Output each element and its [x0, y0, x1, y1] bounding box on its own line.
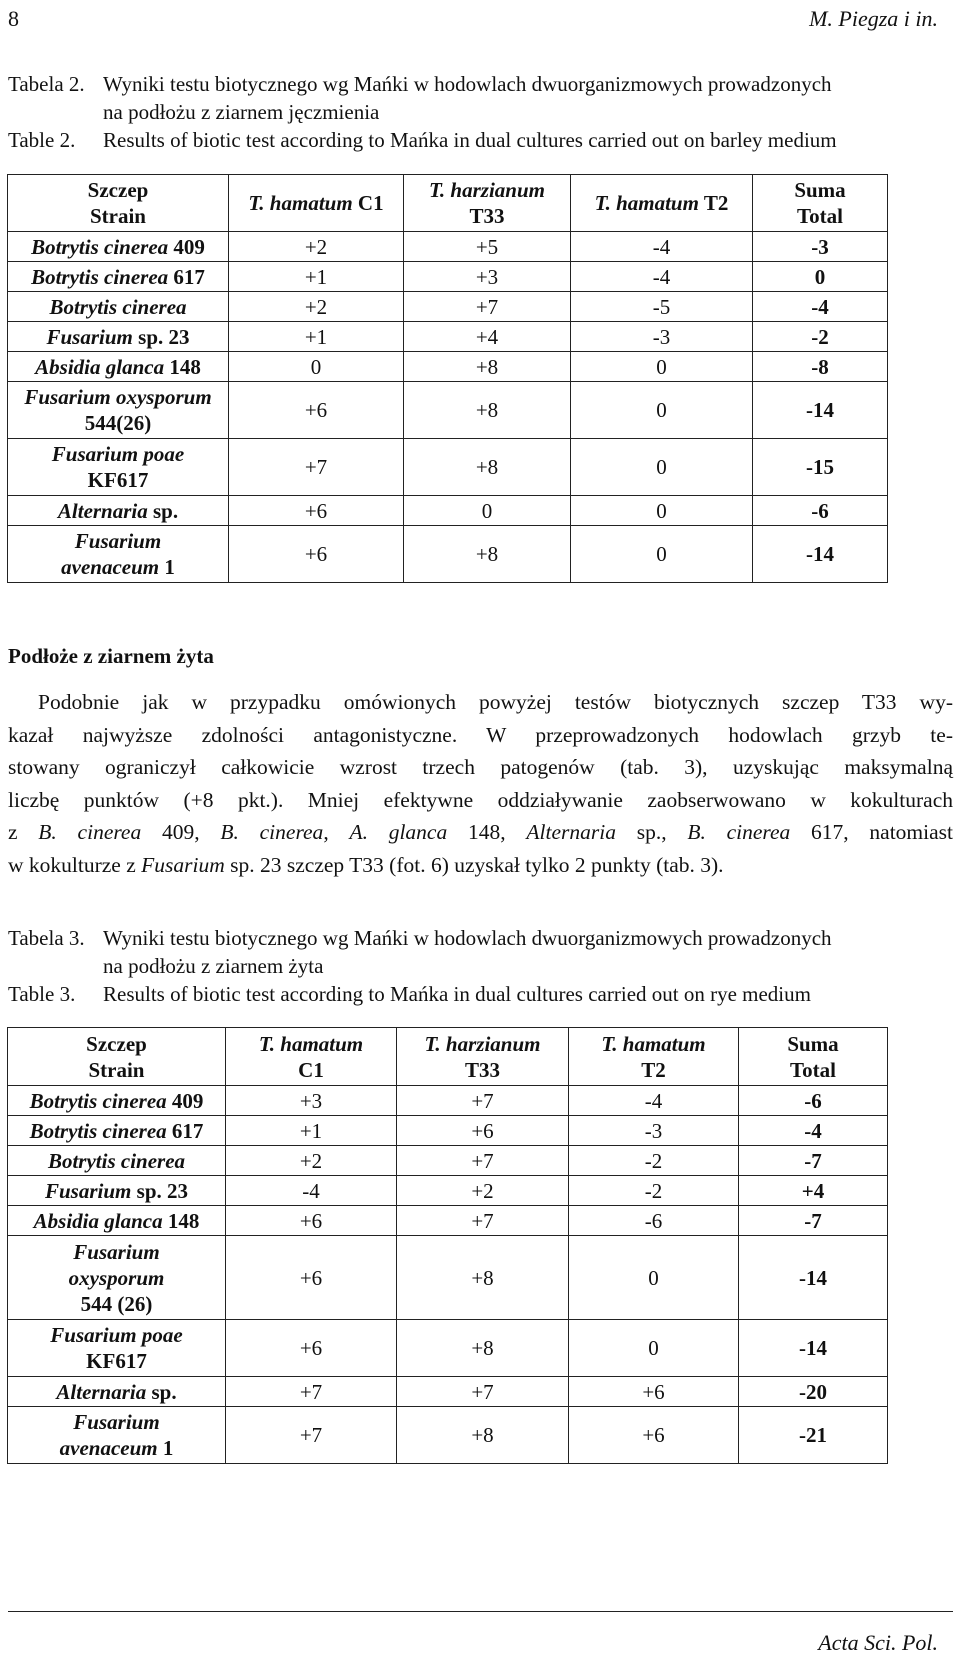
paragraph-line: liczbę punktów (+8 pkt.). Mniej efektywne oddziaływanie zaobserwowano w kokulturach — [8, 787, 953, 812]
strain-cell: Alternaria sp. — [8, 496, 229, 526]
t33-cell: +8 — [397, 1407, 569, 1464]
t2-cell: -3 — [569, 1116, 739, 1146]
t2-cell: 0 — [571, 439, 753, 496]
col-t33-genus: T. harzianum — [424, 1031, 541, 1056]
c1-cell: +1 — [226, 1116, 397, 1146]
total-cell: 0 — [753, 262, 888, 292]
col-c1-code: C1 — [298, 1057, 324, 1082]
col-t33-genus: T. harzianum — [429, 178, 545, 202]
strain-cell: Fusarium sp. 23 — [8, 1176, 226, 1206]
c1-cell: 0 — [229, 352, 404, 382]
t2-cell: -5 — [571, 292, 753, 322]
table2-col-c1 — [229, 175, 404, 232]
c1-cell: +6 — [229, 496, 404, 526]
strain-cell: Absidia glanca 148 — [8, 352, 229, 382]
journal-footer: Acta Sci. Pol. — [818, 1630, 938, 1655]
col-t2-genus: T. hamatum — [594, 191, 699, 215]
total-cell: -14 — [739, 1236, 888, 1320]
table2-col-t33 — [404, 175, 571, 232]
table2-caption-en: Results of biotic test according to Mańka in dual cultures carried out on barley medium — [103, 128, 837, 152]
t33-cell: +8 — [404, 526, 571, 583]
table-row — [8, 526, 888, 583]
t33-cell: +2 — [397, 1176, 569, 1206]
table-row — [8, 232, 888, 262]
body-paragraph — [8, 686, 953, 881]
strain-cell: Fusarium oxysporum 544(26) — [8, 382, 229, 439]
table2-label-en: Table 2. — [8, 128, 76, 152]
table3-label-pl: Tabela 3. — [8, 926, 85, 950]
t33-cell: +8 — [397, 1236, 569, 1320]
c1-cell: +6 — [226, 1320, 397, 1377]
c1-cell: +1 — [229, 262, 404, 292]
t2-cell: -6 — [569, 1206, 739, 1236]
table-row — [8, 292, 888, 322]
table-row — [8, 382, 888, 439]
total-cell: -4 — [753, 292, 888, 322]
paragraph-line: kazał najwyższe zdolności antagonistyczne. W przeprowadzonych hodowlach grzyb te- — [8, 722, 953, 747]
total-cell: -7 — [739, 1206, 888, 1236]
col-c1-genus: T. hamatum — [248, 191, 353, 215]
col-total-pl: Suma — [787, 1031, 839, 1056]
col-strain-pl: Szczep — [87, 178, 149, 202]
c1-cell: +7 — [226, 1407, 397, 1464]
table-row — [8, 1320, 888, 1377]
t33-cell: +4 — [404, 322, 571, 352]
strain-cell: Botrytis cinerea — [8, 1146, 226, 1176]
t33-cell: +8 — [404, 382, 571, 439]
total-cell: -4 — [739, 1116, 888, 1146]
total-cell: -2 — [753, 322, 888, 352]
paragraph-line: Podobnie jak w przypadku omówionych powyżej testów biotycznych szczep T33 wy- — [38, 690, 953, 714]
table3-caption-en: Results of biotic test according to Mańka in dual cultures carried out on rye medium — [103, 982, 811, 1006]
c1-cell: +1 — [229, 322, 404, 352]
t33-cell: +8 — [397, 1320, 569, 1377]
table-row — [8, 1236, 888, 1320]
t2-cell: 0 — [569, 1236, 739, 1320]
t33-cell: +7 — [397, 1146, 569, 1176]
col-strain-en: Strain — [88, 1057, 145, 1082]
table3-caption-pl-line2: na podłożu z ziarnem żyta — [103, 954, 324, 978]
table2-caption-pl-line1: Wyniki testu biotycznego wg Mańki w hodowlach dwuorganizmowych prowadzonych — [103, 72, 832, 96]
table2-col-total — [753, 175, 888, 232]
page-number: 8 — [8, 6, 19, 31]
paragraph-line: z B. cinerea 409, B. cinerea, A. glanca 148, Alternaria sp., B. cinerea 617, natomiast — [8, 820, 954, 844]
c1-cell: +7 — [229, 439, 404, 496]
table2-label-pl: Tabela 2. — [8, 72, 85, 96]
table-row — [8, 262, 888, 292]
t33-cell: +7 — [397, 1377, 569, 1407]
t2-cell: 0 — [571, 526, 753, 583]
total-cell: -6 — [753, 496, 888, 526]
c1-cell: +6 — [226, 1236, 397, 1320]
c1-cell: +2 — [229, 292, 404, 322]
table3-col-t2 — [569, 1028, 739, 1086]
table3-col-t33 — [397, 1028, 569, 1086]
table-row — [8, 1206, 888, 1236]
col-t2-code: T2 — [641, 1057, 666, 1082]
t2-cell: 0 — [571, 496, 753, 526]
total-cell: -14 — [739, 1320, 888, 1377]
table-row — [8, 322, 888, 352]
t33-cell: +7 — [397, 1206, 569, 1236]
col-total-pl: Suma — [794, 178, 846, 202]
col-total-en: Total — [797, 204, 843, 228]
paragraph-line: stowany ograniczył całkowicie wzrost trzech patogenów (tab. 3), uzyskując maksymalną — [8, 755, 953, 779]
t33-cell: +6 — [397, 1116, 569, 1146]
table3 — [7, 1027, 888, 1464]
c1-cell: +2 — [229, 232, 404, 262]
c1-cell: +3 — [226, 1086, 397, 1116]
table-row — [8, 1377, 888, 1407]
table-row — [8, 496, 888, 526]
table2 — [7, 174, 888, 583]
table3-header-row — [8, 1028, 888, 1086]
table3-caption — [8, 924, 953, 1008]
table-row — [8, 1176, 888, 1206]
col-t2-code: T2 — [703, 191, 729, 215]
total-cell: +4 — [739, 1176, 888, 1206]
total-cell: -15 — [753, 439, 888, 496]
t2-cell: 0 — [571, 352, 753, 382]
t33-cell: +3 — [404, 262, 571, 292]
col-t33-code: T33 — [464, 1057, 500, 1082]
c1-cell: +6 — [229, 382, 404, 439]
total-cell: -3 — [753, 232, 888, 262]
table-row — [8, 1146, 888, 1176]
paragraph-line: w kokulturze z Fusarium sp. 23 szczep T33 (fot. 6) uzyskał tylko 2 punkty (tab. 3). — [8, 852, 724, 877]
strain-cell: Alternaria sp. — [8, 1377, 226, 1407]
table2-col-t2 — [571, 175, 753, 232]
col-t33-code: T33 — [469, 204, 505, 228]
col-c1-genus: T. hamatum — [258, 1031, 364, 1056]
c1-cell: +6 — [226, 1206, 397, 1236]
strain-cell: Botrytis cinerea 409 — [8, 232, 229, 262]
c1-cell: +2 — [226, 1146, 397, 1176]
strain-cell: Fusarium poae KF617 — [8, 1320, 226, 1377]
strain-cell: Fusarium avenaceum 1 — [8, 526, 229, 583]
strain-cell: Botrytis cinerea — [8, 292, 229, 322]
table3-col-strain — [8, 1028, 226, 1086]
table3-col-c1 — [226, 1028, 397, 1086]
col-strain-en: Strain — [89, 204, 146, 228]
t33-cell: +7 — [404, 292, 571, 322]
total-cell: -8 — [753, 352, 888, 382]
total-cell: -21 — [739, 1407, 888, 1464]
strain-cell: Botrytis cinerea 617 — [8, 262, 229, 292]
col-t2-genus: T. hamatum — [601, 1031, 706, 1056]
t2-cell: -4 — [571, 232, 753, 262]
table3-col-total — [739, 1028, 888, 1086]
t33-cell: 0 — [404, 496, 571, 526]
total-cell: -14 — [753, 526, 888, 583]
t33-cell: +7 — [397, 1086, 569, 1116]
strain-cell: Botrytis cinerea 617 — [8, 1116, 226, 1146]
c1-cell: -4 — [226, 1176, 397, 1206]
t2-cell: -3 — [571, 322, 753, 352]
t2-cell: +6 — [569, 1407, 739, 1464]
strain-cell: Fusarium poae KF617 — [8, 439, 229, 496]
t2-cell: 0 — [571, 382, 753, 439]
table-row — [8, 1116, 888, 1146]
table-row — [8, 352, 888, 382]
strain-cell: Botrytis cinerea 409 — [8, 1086, 226, 1116]
table-row — [8, 1086, 888, 1116]
table2-header-row — [8, 175, 888, 232]
table3-caption-pl-line1: Wyniki testu biotycznego wg Mańki w hodowlach dwuorganizmowych prowadzonych — [103, 926, 832, 950]
table2-col-strain — [8, 175, 229, 232]
total-cell: -7 — [739, 1146, 888, 1176]
c1-cell: +7 — [226, 1377, 397, 1407]
col-c1-code: C1 — [357, 191, 384, 215]
strain-cell: Absidia glanca 148 — [8, 1206, 226, 1236]
t33-cell: +8 — [404, 439, 571, 496]
strain-cell: Fusarium oxysporum 544 (26) — [8, 1236, 226, 1320]
table2-caption — [8, 70, 953, 154]
t2-cell: -4 — [571, 262, 753, 292]
strain-cell: Fusarium avenaceum 1 — [8, 1407, 226, 1464]
t33-cell: +8 — [404, 352, 571, 382]
strain-cell: Fusarium sp. 23 — [8, 322, 229, 352]
total-cell: -14 — [753, 382, 888, 439]
col-total-en: Total — [790, 1057, 836, 1082]
t2-cell: +6 — [569, 1377, 739, 1407]
total-cell: -20 — [739, 1377, 888, 1407]
table2-caption-pl-line2: na podłożu z ziarnem jęczmienia — [103, 100, 380, 124]
total-cell: -6 — [739, 1086, 888, 1116]
c1-cell: +6 — [229, 526, 404, 583]
t2-cell: -2 — [569, 1176, 739, 1206]
col-strain-pl: Szczep — [86, 1031, 147, 1056]
running-head-authors: M. Piegza i in. — [809, 6, 938, 31]
t2-cell: -2 — [569, 1146, 739, 1176]
footer-rule — [8, 1611, 953, 1612]
t2-cell: 0 — [569, 1320, 739, 1377]
t2-cell: -4 — [569, 1086, 739, 1116]
table-row — [8, 439, 888, 496]
t33-cell: +5 — [404, 232, 571, 262]
section-heading: Podłoże z ziarnem żyta — [8, 644, 214, 668]
table-row — [8, 1407, 888, 1464]
table3-label-en: Table 3. — [8, 982, 76, 1006]
